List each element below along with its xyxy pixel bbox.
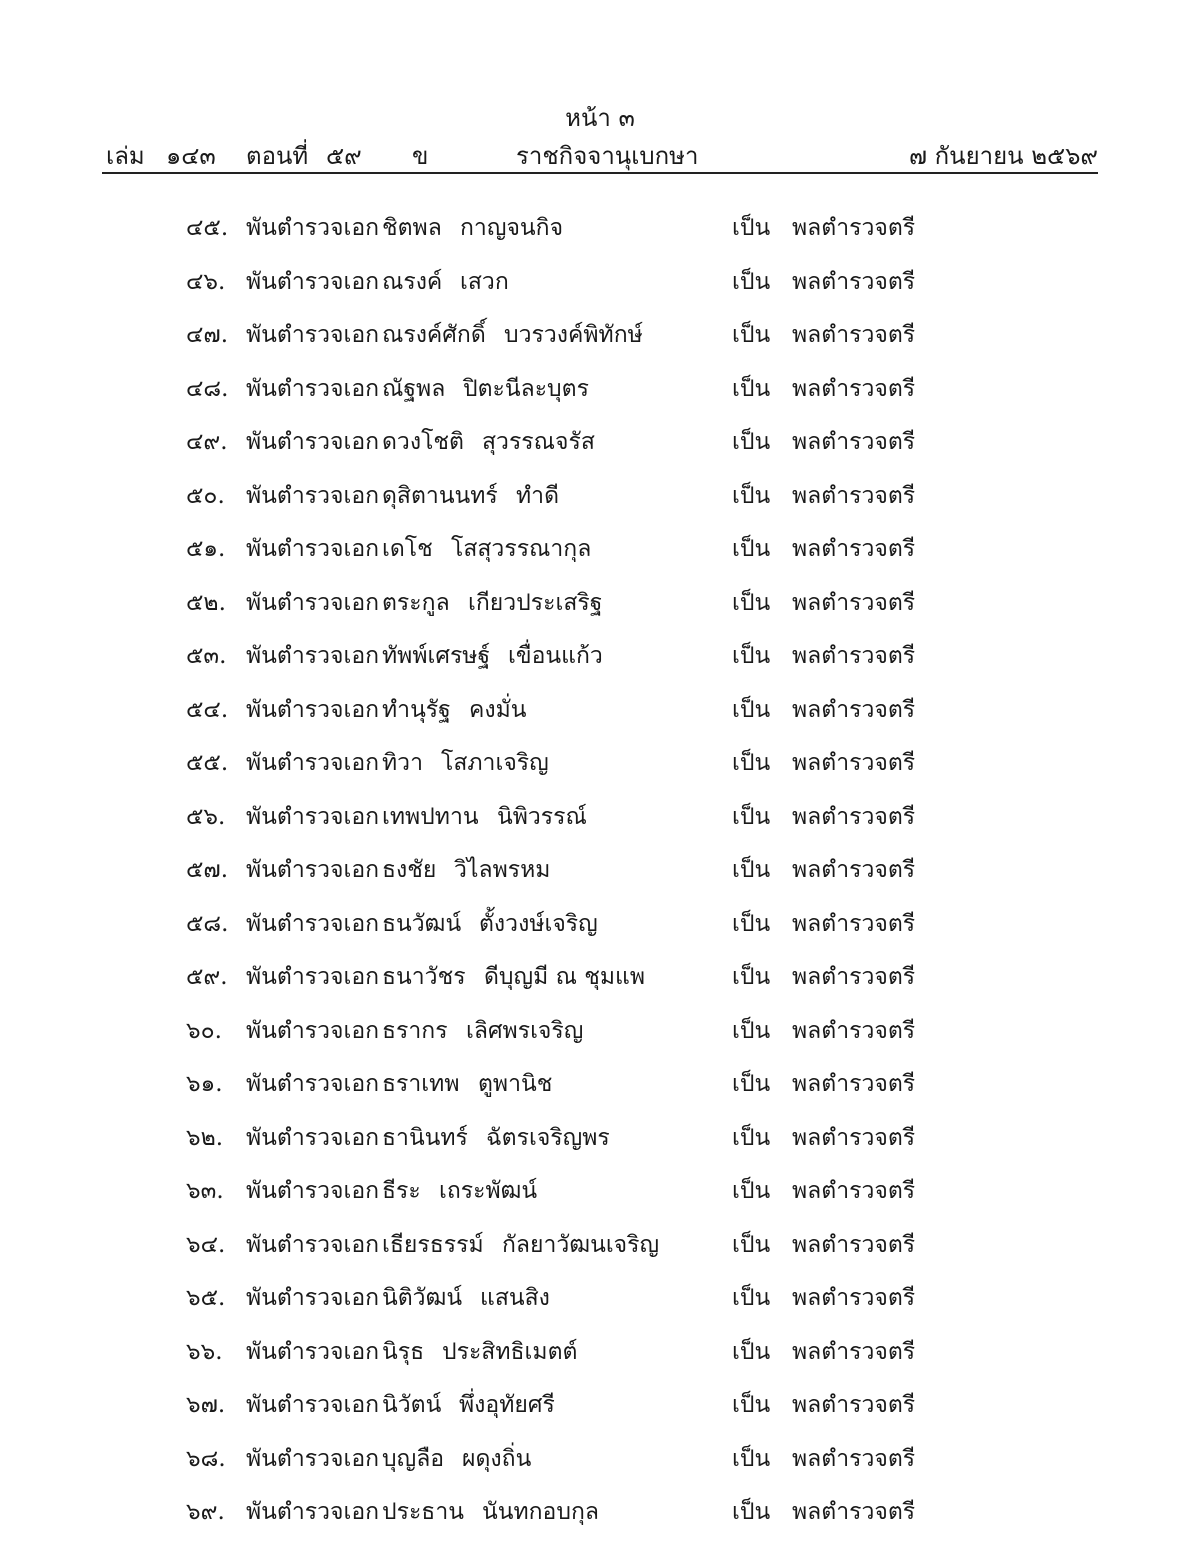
last-name: เลิศพรเจริญ [466,1017,584,1044]
current-rank: พันตำรวจเอก [246,1017,380,1044]
entry-number: ๔๘. [186,375,229,402]
current-rank: พันตำรวจเอก [246,910,380,937]
current-rank: พันตำรวจเอก [246,482,380,509]
entry-number: ๕๕. [186,750,229,776]
current-rank: พันตำรวจเอก [246,268,380,295]
appointment-verb: เป็น [732,750,771,776]
new-rank: พลตำรวจตรี [792,1499,916,1525]
appointment-verb: เป็น [732,1071,771,1097]
list-item [0,1274,1200,1328]
first-name: นิวัตน์ [382,1392,442,1418]
list-item [0,204,1200,258]
first-name: ธงชัย [382,857,437,883]
list-item [0,739,1200,793]
current-rank: พันตำรวจเอก [246,1231,380,1258]
current-rank: พันตำรวจเอก [246,322,380,348]
appointment-verb: เป็น [732,857,771,883]
list-item [0,1435,1200,1489]
last-name: แสนสิง [480,1285,550,1311]
new-rank: พลตำรวจตรี [792,750,916,776]
current-rank: พันตำรวจเอก [246,375,380,402]
last-name: ดีบุญมี ณ ชุมแพ [484,964,646,990]
list-item [0,1167,1200,1221]
gazette-header [106,136,1098,170]
appointment-verb: เป็น [732,1392,771,1418]
entry-number: ๕๗. [186,857,229,883]
current-rank: พันตำรวจเอก [246,589,380,616]
new-rank: พลตำรวจตรี [792,643,916,669]
new-rank: พลตำรวจตรี [792,964,916,990]
last-name: วิไลพรหม [454,857,551,883]
first-name: ณรงค์ [382,268,443,295]
entry-number: ๕๖. [186,803,226,830]
current-rank: พันตำรวจเอก [246,1499,380,1525]
last-name: โสสุวรรณากุล [451,536,592,562]
new-rank: พลตำรวจตรี [792,536,916,562]
appointment-verb: เป็น [732,268,771,295]
last-name: ฉัตรเจริญพร [486,1124,610,1151]
entry-number: ๔๕. [186,215,229,241]
last-name: กาญจนกิจ [460,215,564,241]
appointment-verb: เป็น [732,482,771,509]
first-name: ธนวัฒน์ [382,910,462,937]
current-rank: พันตำรวจเอก [246,429,380,455]
current-rank: พันตำรวจเอก [246,964,380,990]
entry-number: ๖๙. [186,1499,225,1525]
list-item [0,418,1200,472]
list-item [0,1060,1200,1114]
first-name: ธนาวัชร [382,964,466,990]
first-name: ณัฐพล [382,375,446,402]
appointment-verb: เป็น [732,215,771,241]
list-item [0,1488,1200,1542]
new-rank: พลตำรวจตรี [792,1392,916,1418]
new-rank: พลตำรวจตรี [792,322,916,348]
appointment-verb: เป็น [732,589,771,616]
current-rank: พันตำรวจเอก [246,536,380,562]
list-item [0,472,1200,526]
appointment-verb: เป็น [732,1178,771,1204]
appointment-verb: เป็น [732,1285,771,1311]
current-rank: พันตำรวจเอก [246,1445,380,1472]
list-item [0,686,1200,740]
list-item [0,793,1200,847]
list-item [0,258,1200,312]
section-letter: ข [412,142,429,170]
current-rank: พันตำรวจเอก [246,696,380,723]
new-rank: พลตำรวจตรี [792,215,916,241]
new-rank: พลตำรวจตรี [792,589,916,616]
appointment-verb: เป็น [732,322,771,348]
new-rank: พลตำรวจตรี [792,1445,916,1472]
list-item [0,900,1200,954]
last-name: คงมั่น [469,696,527,723]
appointment-verb: เป็น [732,1499,771,1525]
list-item [0,311,1200,365]
new-rank: พลตำรวจตรี [792,429,916,455]
list-item [0,1007,1200,1061]
new-rank: พลตำรวจตรี [792,1071,916,1097]
appointment-verb: เป็น [732,1124,771,1151]
current-rank: พันตำรวจเอก [246,750,380,776]
last-name: นิพิวรรณ์ [497,803,587,830]
last-name: กัลยาวัฒนเจริญ [502,1231,660,1258]
current-rank: พันตำรวจเอก [246,1285,380,1311]
first-name: ดุสิตานนทร์ [382,482,498,509]
list-item [0,365,1200,419]
entry-number: ๕๐. [186,482,225,509]
last-name: เสวก [460,268,509,295]
first-name: นิติวัฒน์ [382,1285,463,1311]
entry-number: ๖๔. [186,1231,226,1258]
gazette-name: ราชกิจจานุเบกษา [516,142,699,170]
header-divider [102,172,1098,174]
entry-number: ๕๘. [186,910,229,937]
appointment-verb: เป็น [732,375,771,402]
new-rank: พลตำรวจตรี [792,1017,916,1044]
new-rank: พลตำรวจตรี [792,1178,916,1204]
first-name: ชิตพล [382,215,442,241]
entry-number: ๖๐. [186,1017,222,1044]
list-item [0,1221,1200,1275]
appointment-verb: เป็น [732,964,771,990]
last-name: สุวรรณจรัส [482,429,595,455]
new-rank: พลตำรวจตรี [792,375,916,402]
appointment-verb: เป็น [732,643,771,669]
current-rank: พันตำรวจเอก [246,1124,380,1151]
new-rank: พลตำรวจตรี [792,1124,916,1151]
current-rank: พันตำรวจเอก [246,1071,380,1097]
new-rank: พลตำรวจตรี [792,268,916,295]
list-item [0,525,1200,579]
new-rank: พลตำรวจตรี [792,1338,916,1365]
current-rank: พันตำรวจเอก [246,803,380,830]
last-name: ตูพานิช [478,1071,553,1097]
first-name: ธราเทพ [382,1071,460,1097]
publication-date: ๗ กันยายน ๒๕๖๙ [908,142,1098,170]
last-name: เขื่อนแก้ว [508,643,603,669]
last-name: บวรวงค์พิทักษ์ [504,322,643,348]
list-item [0,1328,1200,1382]
appointment-verb: เป็น [732,1017,771,1044]
new-rank: พลตำรวจตรี [792,482,916,509]
last-name: พึ่งอุทัยศรี [459,1392,555,1418]
first-name: ทัพพ์เศรษฐ์ [382,643,491,669]
entry-number: ๔๙. [186,429,228,455]
new-rank: พลตำรวจตรี [792,910,916,937]
entry-number: ๖๖. [186,1338,223,1365]
list-item [0,846,1200,900]
appointment-verb: เป็น [732,1338,771,1365]
entry-number: ๖๓. [186,1178,224,1204]
last-name: ตั้งวงษ์เจริญ [479,910,598,937]
first-name: ตระกูล [382,589,450,616]
last-name: โสภาเจริญ [441,750,549,776]
current-rank: พันตำรวจเอก [246,643,380,669]
entry-number: ๖๘. [186,1445,226,1472]
appointment-verb: เป็น [732,696,771,723]
first-name: ประธาน [382,1499,464,1525]
entry-number: ๖๒. [186,1124,224,1151]
volume-label: เล่ม [106,142,145,170]
appointment-verb: เป็น [732,429,771,455]
last-name: ทำดี [516,482,560,509]
first-name: เทพปทาน [382,803,479,830]
entry-number: ๕๓. [186,643,227,669]
last-name: ประสิทธิเมตต์ [442,1338,578,1365]
list-item [0,953,1200,1007]
new-rank: พลตำรวจตรี [792,1285,916,1311]
first-name: ณรงค์ศักดิ์ [382,322,486,348]
first-name: ดวงโชติ [382,429,464,455]
appointment-verb: เป็น [732,536,771,562]
list-item [0,1114,1200,1168]
volume-number: ๑๔๓ [166,142,216,170]
new-rank: พลตำรวจตรี [792,803,916,830]
current-rank: พันตำรวจเอก [246,1338,380,1365]
list-item [0,632,1200,686]
first-name: ธรากร [382,1017,448,1044]
list-item [0,1381,1200,1435]
list-item [0,579,1200,633]
appointment-verb: เป็น [732,1445,771,1472]
page-number: หน้า ๓ [565,104,635,132]
last-name: เถระพัฒน์ [439,1178,538,1204]
first-name: ธีระ [382,1178,421,1204]
last-name: เกียวประเสริฐ [468,589,603,616]
first-name: ทิวา [382,750,423,776]
entry-number: ๖๑. [186,1071,223,1097]
current-rank: พันตำรวจเอก [246,857,380,883]
first-name: เดโช [382,536,433,562]
first-name: นิรุธ [382,1338,425,1365]
appointment-verb: เป็น [732,910,771,937]
first-name: ธานินทร์ [382,1124,468,1151]
entry-number: ๔๖. [186,268,226,295]
entry-number: ๕๒. [186,589,226,616]
new-rank: พลตำรวจตรี [792,1231,916,1258]
entry-number: ๖๕. [186,1285,226,1311]
last-name: ปิตะนีละบุตร [463,375,589,402]
entry-number: ๕๑. [186,536,226,562]
first-name: บุญลือ [382,1445,445,1472]
issue-label: ตอนที่ [246,142,309,170]
new-rank: พลตำรวจตรี [792,696,916,723]
current-rank: พันตำรวจเอก [246,215,380,241]
current-rank: พันตำรวจเอก [246,1178,380,1204]
entry-number: ๖๗. [186,1392,226,1418]
entry-number: ๕๔. [186,696,229,723]
first-name: เธียรธรรม์ [382,1231,484,1258]
issue-number: ๕๙ [326,142,362,170]
appointment-verb: เป็น [732,803,771,830]
new-rank: พลตำรวจตรี [792,857,916,883]
current-rank: พันตำรวจเอก [246,1392,380,1418]
entry-number: ๔๗. [186,322,229,348]
first-name: ทำนุรัฐ [382,696,451,723]
appointment-verb: เป็น [732,1231,771,1258]
last-name: ผดุงถิ่น [462,1445,532,1472]
last-name: นันทกอบกุล [482,1499,599,1525]
entry-number: ๕๙. [186,964,228,990]
appointment-list [0,204,1200,1542]
